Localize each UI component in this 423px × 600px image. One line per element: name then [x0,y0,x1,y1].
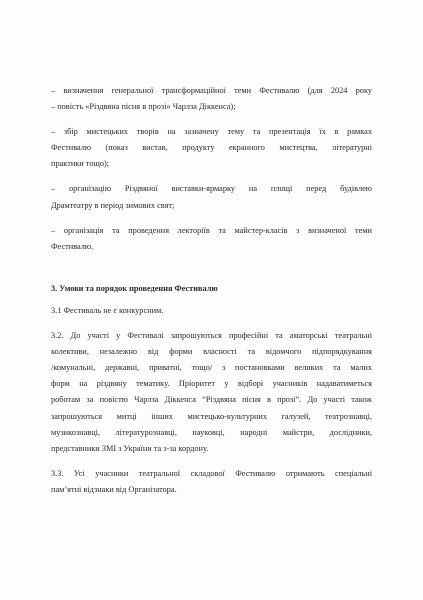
paragraph-3-1 [51,303,372,319]
text-line: представники ЗМІ з України та з-за кордону. [51,443,209,453]
text-line: Фестивалю (показ вистав, продукту екранного мистецтва, літературні [51,143,372,153]
text-line: запрошуються митці інших мистецько-культурних галузей, театрознавці, [51,411,372,421]
text-line: – визначення генеральної трансформаційної теми Фестивалю (для 2024 року [51,86,372,95]
paragraph-3-3 [51,466,372,498]
list-item-theme [51,83,372,115]
document-body [51,83,372,498]
list-item-collection [51,124,372,172]
list-item-fair [51,181,372,213]
text-line: Фестивалю. [51,241,94,251]
text-line: практики тощо); [51,159,110,169]
text-line: – повість «Різдвяна пісня в прозі» Чарлза Діккенса); [51,102,236,112]
paragraph-3-2 [51,328,372,457]
text-line: Драмтеатру в період зимових свят; [51,200,175,210]
text-line: 3.1 Фестиваль не є конкурсним. [51,305,164,315]
heading-text: 3. Умови та порядок проведення Фестивалю [51,283,218,293]
text-line: пам’ятні відзнаки від Організатора. [51,484,177,494]
text-line: – збір мистецьких творів на зазначену тему та презентація їх в рамках [51,127,372,137]
text-line: /комунальні, державні, приватні, тощо/ з постановками великих та малих [51,363,372,373]
text-line: 3.3. Усі учасники театральної складової Фестивалю отримають спеціальні [51,468,372,478]
list-item-lectures [51,223,372,255]
text-line: музикознавці, літературознавці, науковці, народні майстри, дослідники, [51,427,372,437]
section-heading [51,281,372,297]
text-line: – організацію Різдвяної виставки-ярмарку на площі перед будівлею [51,184,372,194]
text-line: форм на різдвяну тематику. Пріоритет у відборі учасників надаватиметься [51,379,372,389]
text-line: 3.2. До участі у Фестивалі запрошуються професійні та аматорські театральні [51,331,372,341]
text-line: роботам за повістю Чарлза Діккенса “Різдвяна пісня в прозі”. До участі також [51,395,372,405]
text-line: колективи, незалежно від форми власності та відомчого підпорядкування [51,347,372,357]
text-line: – організація та проведення лекторіїв та майстер-класів з визначеної теми [51,225,372,235]
